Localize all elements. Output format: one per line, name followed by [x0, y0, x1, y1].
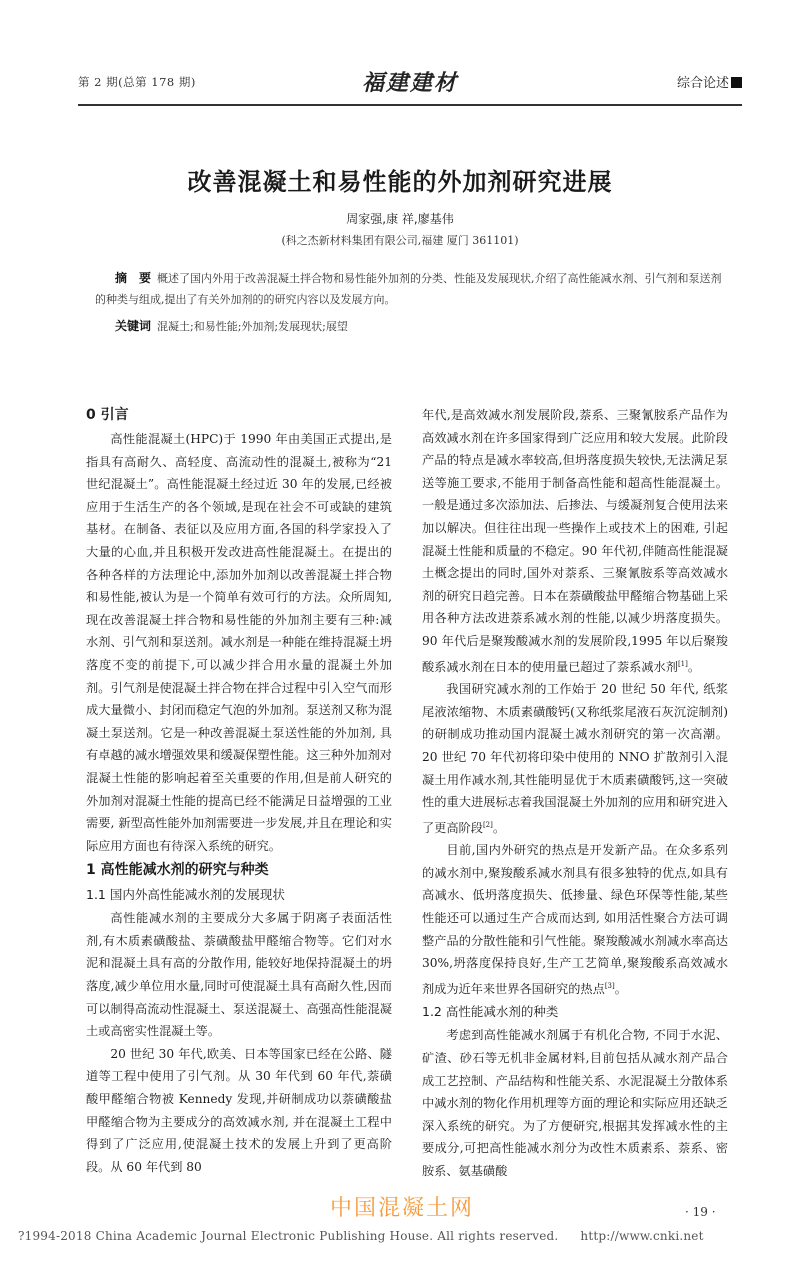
- citation-ref[interactable]: [1]: [677, 659, 688, 668]
- paragraph: [86, 907, 392, 1043]
- subsection-heading: 1.1 国内外高性能减水剂的发展现状: [86, 887, 285, 903]
- paragraph-text: 年代,是高效减水剂发展阶段,萘系、三聚氰胺系产品作为高效减水剂在许多国家得到广泛应用和较大发展。此阶段产品的特点是减水率较高,但坍落度损失较快,无法满足泵送等施工要求,不能用于制备高性能和超高性能混凝土。一般是通过多次添加法、后掺法、与缓凝剂复合使用法来加以解决。但往往出现一些操作上或技术上的困难, 引起混凝土性能和质量的不稳定。90 年代初,伴随高性能混凝土概念提出的同时,国外对萘系、三聚氰胺系等高效减水剂的研究日趋完善。日本在萘磺酸盐甲醛缩合物基础上采用各种方法改进萘系减水剂的性能,以减少坍落度损失。90 年代后是聚羧酸减水剂的发展阶段,1995 年以后聚羧酸系减水剂在日本的使用量已超过了萘系减水剂: [422, 408, 728, 674]
- copyright-text: ?1994-2018 China Academic Journal Electronic Publishing House. All rights reserved.: [18, 1229, 559, 1243]
- paragraph-text: 20 世纪 30 年代,欧美、日本等国家已经在公路、隧道等工程中使用了引气剂。从 30 年代到 60 年代,萘磺酸甲醛缩合物被 Kennedy 发现,并研制成功以萘磺酸盐甲醛缩合物为主要成分的高效减水剂, 并在混凝土工程中得到了广泛应用,使混凝土技术的发展上升到了更高阶段。从 60 年代到 80: [86, 1046, 392, 1174]
- issue-number: 第 2 期(总第 178 期): [78, 75, 196, 89]
- paragraph: [86, 428, 392, 857]
- paragraph: [422, 404, 728, 678]
- citation-ref[interactable]: [2]: [482, 820, 493, 829]
- paragraph-block: [86, 907, 392, 1043]
- paragraph-text: 我国研究减水剂的工作始于 20 世纪 50 年代, 纸浆尾液浓缩物、木质素磺酸钙(又称纸浆尾液石灰沉淀制剂)的研制成功推动国内混凝土减水剂研究的第一次高潮。20 世纪 70 年代初将印染中使用的 NNO 扩散剂引入混凝土用作减水剂,其性能明显优于木质素磺酸钙,这一突破性的重大进展标志着我国混凝土外加剂的应用和研究进入了更高阶段: [422, 682, 728, 835]
- page-header: [78, 66, 742, 96]
- paragraph-text: 高性能减水剂的主要成分大多属于阴离子表面活性剂,有木质素磺酸盐、萘磺酸盐甲醛缩合物等。它们对水泥和混凝土具有高的分散作用, 能较好地保持混凝土的坍落度,减少单位用水量,同时可使混凝土具有高耐久性,因而可以制得高流动性混凝土、泵送混凝土、高强高性能混凝土或高密实性混凝土等。: [86, 911, 392, 1039]
- paragraph-block: [86, 428, 392, 857]
- punctuation: 。: [687, 659, 701, 674]
- keywords-text: 混凝土;和易性能;外加剂;发展现状;展望: [157, 320, 348, 333]
- paragraph-text: 考虑到高性能减水剂属于有机化合物, 不同于水泥、矿渣、砂石等无机非金属材料,目前包括从减水剂产品合成工艺控制、产品结构和性能关系、水泥混凝土分散体系中减水剂的物化作用机理等方面的理论和实际应用还缺乏深入系统的研究。为了方便研究,根据其发挥减水性的主要成分,可把高性能减水剂分为改性木质素系、萘系、密胺系、氨基磺酸: [422, 1028, 728, 1178]
- punctuation: 。: [492, 820, 506, 835]
- square-marker-icon: [731, 77, 742, 88]
- section-label: [677, 72, 742, 91]
- section-name: 综合论述: [676, 76, 729, 91]
- paragraph-text: 目前,国内外研究的热点是开发新产品。在众多系列的减水剂中,聚羧酸系减水剂具有很多独特的优点,如具有高减水、低坍落度损失、低掺量、绿色环保等性能,某些性能还可以通过生产合成而达到, 如用活性聚合方法可调整产品的分散性能和引气性能。聚羧酸减水剂减水率高达 30%,坍落度保持良好,生产工艺简单,聚羧酸系高效减水剂成为近年来世界各国研究的热点: [422, 843, 728, 996]
- body-column-right: [422, 404, 728, 1183]
- article-title: 改善混凝土和易性能的外加剂研究进展: [187, 167, 613, 196]
- keywords-label: 关键词: [115, 319, 152, 333]
- subsection-heading: 1.2 高性能减水剂的种类: [422, 1004, 559, 1020]
- section-heading: 0 引言: [86, 407, 129, 423]
- abstract: [95, 268, 730, 310]
- paragraph: [422, 839, 728, 1000]
- abstract-text: 概述了国内外用于改善混凝土拌合物和易性能外加剂的分类、性能及发展现状,介绍了高性能减水剂、引气剂和泵送剂的种类与组成,提出了有关外加剂的的研究内容以及发展方向。: [95, 272, 722, 306]
- section-heading: 1 高性能减水剂的研究与种类: [86, 862, 269, 879]
- paragraph: [422, 1024, 728, 1182]
- punctuation: 。: [614, 981, 627, 996]
- paragraph-block: [422, 404, 728, 678]
- paragraph-block: [422, 1024, 728, 1182]
- citation-ref[interactable]: [3]: [604, 981, 615, 990]
- page-number: · 19 ·: [685, 1205, 716, 1219]
- journal-logo: 福建建材: [361, 70, 458, 96]
- paragraph: [422, 678, 728, 839]
- paragraph-block: [86, 1043, 392, 1179]
- header-divider: [78, 104, 742, 106]
- authors: 周家强,康 祥,廖基伟: [346, 212, 454, 226]
- paragraph-block: [422, 839, 728, 1000]
- abstract-label: 摘 要: [115, 271, 152, 285]
- cnki-link[interactable]: http://www.cnki.net: [580, 1229, 704, 1243]
- affiliation: (科之杰新材料集团有限公司,福建 厦门 361101): [281, 234, 519, 247]
- keywords: [95, 316, 730, 337]
- copyright-footer: [18, 1228, 704, 1244]
- body-column-left: [86, 402, 392, 1178]
- paragraph-block: [422, 678, 728, 839]
- paragraph-text: 高性能混凝土(HPC)于 1990 年由美国正式提出,是指具有高耐久、高轻度、高流动性的混凝土,被称为“21 世纪混凝土”。高性能混凝土经过近 30 年的发展,已经被应用于生活生产的各个领域,是现在社会不可或缺的建筑基材。在制备、表征以及应用方面,各国的科学家投入了大量的心血,并且积极开发改进高性能混凝土。在提出的各种各样的方法理论中,添加外加剂以改善混凝土拌合物和易性能,被认为是一个简单有效可行的方法。众所周知,现在改善混凝土拌合物和易性能的外加剂主要有三种:减水剂、引气剂和泵送剂。减水剂是一种能在维持混凝土坍落度不变的前提下,可以减少拌合用水量的混凝土外加剂。引气剂是使混凝土拌合物在拌合过程中引入空气而形成大量微小、封闭而稳定气泡的外加剂。泵送剂又称为混凝土泵送剂。它是一种改善混凝土泵送性能的外加剂, 具有卓越的减水增强效果和缓凝保塑性能。这三种外加剂对混凝土性能的影响起着至关重要的作用,但是前人研究的外加剂对混凝土性能的提高已经不能满足日益增强的工业需要, 新型高性能外加剂需要进一步发展,并且在理论和实际应用方面也有待深入系统的研究。: [86, 432, 392, 853]
- paragraph: [86, 1043, 392, 1179]
- watermark: 中国混凝土网: [330, 1196, 475, 1221]
